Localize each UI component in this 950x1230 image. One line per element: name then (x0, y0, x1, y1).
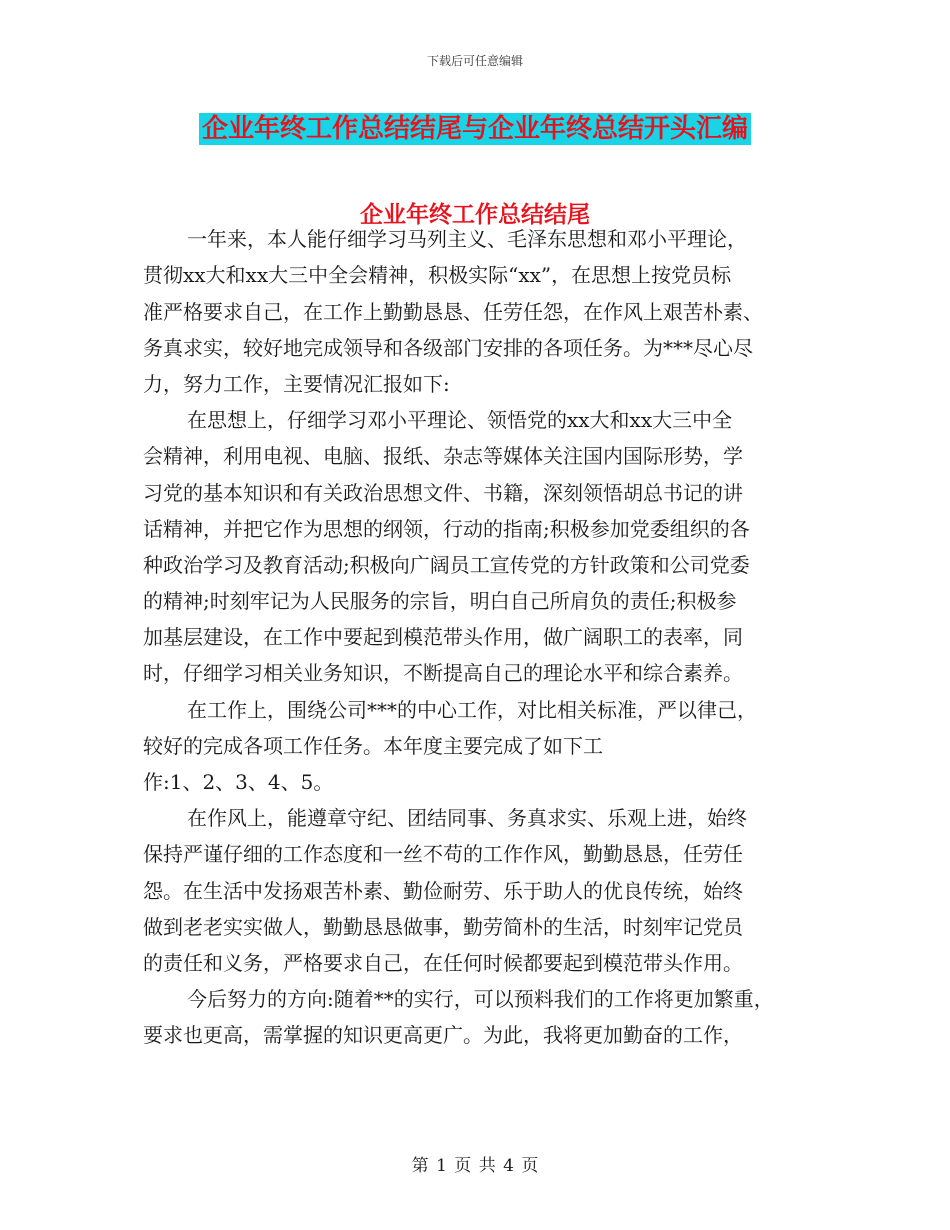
document-title: 企业年终工作总结结尾与企业年终总结开头汇编 (199, 113, 751, 145)
paragraph-line: 力，努力工作，主要情况汇报如下: (143, 371, 450, 396)
paragraph-line: 准严格要求自己，在工作上勤勤恳恳、任劳任怨，在作风上艰苦朴素、 (143, 299, 763, 324)
document-body (143, 221, 823, 1053)
paragraph-line: 今后努力的方向:随着**的实行，可以预料我们的工作将更加繁重， (187, 987, 774, 1012)
paragraph-line: 做到老老实实做人，勤勤恳恳做事，勤劳简朴的生活，时刻牢记党员 (143, 914, 743, 939)
section-title: 企业年终工作总结结尾 (360, 201, 590, 228)
paragraph-line: 习党的基本知识和有关政治思想文件、书籍，深刻领悟胡总书记的讲 (143, 480, 743, 505)
paragraph-line: 要求也更高，需掌握的知识更高更广。为此，我将更加勤奋的工作， (143, 1023, 743, 1048)
paragraph-line: 在工作上，围绕公司***的中心工作，对比相关标准，严以律己， (187, 697, 757, 722)
paragraph-line: 种政治学习及教育活动;积极向广阔员工宣传党的方针政策和公司党委 (143, 552, 750, 577)
paragraph-line: 作:1、2、3、4、5。 (143, 770, 334, 794)
page-number-footer: 第 1 页 共 4 页 (411, 1156, 539, 1176)
paragraph-line: 的精神;时刻牢记为人民服务的宗旨，明白自己所肩负的责任;积极参 (143, 589, 737, 614)
paragraph-line: 怨。在生活中发扬艰苦朴素、勤俭耐劳、乐于助人的优良传统，始终 (143, 878, 743, 903)
paragraph-line: 贯彻xx大和xx大三中全会精神，积极实际“xx”，在思想上按党员标 (143, 263, 732, 288)
paragraph-line: 话精神，并把它作为思想的纲领，行动的指南;积极参加党委组织的各 (143, 516, 750, 541)
page-header-note: 下载后可任意编辑 (426, 54, 523, 68)
paragraph-line: 的责任和义务，严格要求自己，在任何时候都要起到模范带头作用。 (143, 950, 743, 975)
paragraph-line: 保持严谨仔细的工作态度和一丝不苟的工作作风，勤勤恳恳，任劳任 (143, 842, 743, 867)
paragraph-line: 在作风上，能遵章守纪、团结同事、务真求实、乐观上进，始终 (187, 806, 747, 831)
paragraph-line: 一年来，本人能仔细学习马列主义、毛泽东思想和邓小平理论， (187, 227, 747, 252)
paragraph-line: 务真求实，较好地完成领导和各级部门安排的各项任务。为***尽心尽 (143, 335, 753, 360)
paragraph-line: 较好的完成各项工作任务。本年度主要完成了如下工 (143, 733, 603, 758)
paragraph-line: 会精神，利用电视、电脑、报纸、杂志等媒体关注国内国际形势，学 (143, 444, 743, 469)
paragraph-line: 在思想上，仔细学习邓小平理论、领悟党的xx大和xx大三中全 (187, 408, 733, 433)
document-title-container (0, 113, 950, 145)
paragraph-line: 加基层建设，在工作中要起到模范带头作用，做广阔职工的表率，同 (143, 625, 743, 650)
paragraph-line: 时，仔细学习相关业务知识，不断提高自己的理论水平和综合素养。 (143, 661, 743, 686)
